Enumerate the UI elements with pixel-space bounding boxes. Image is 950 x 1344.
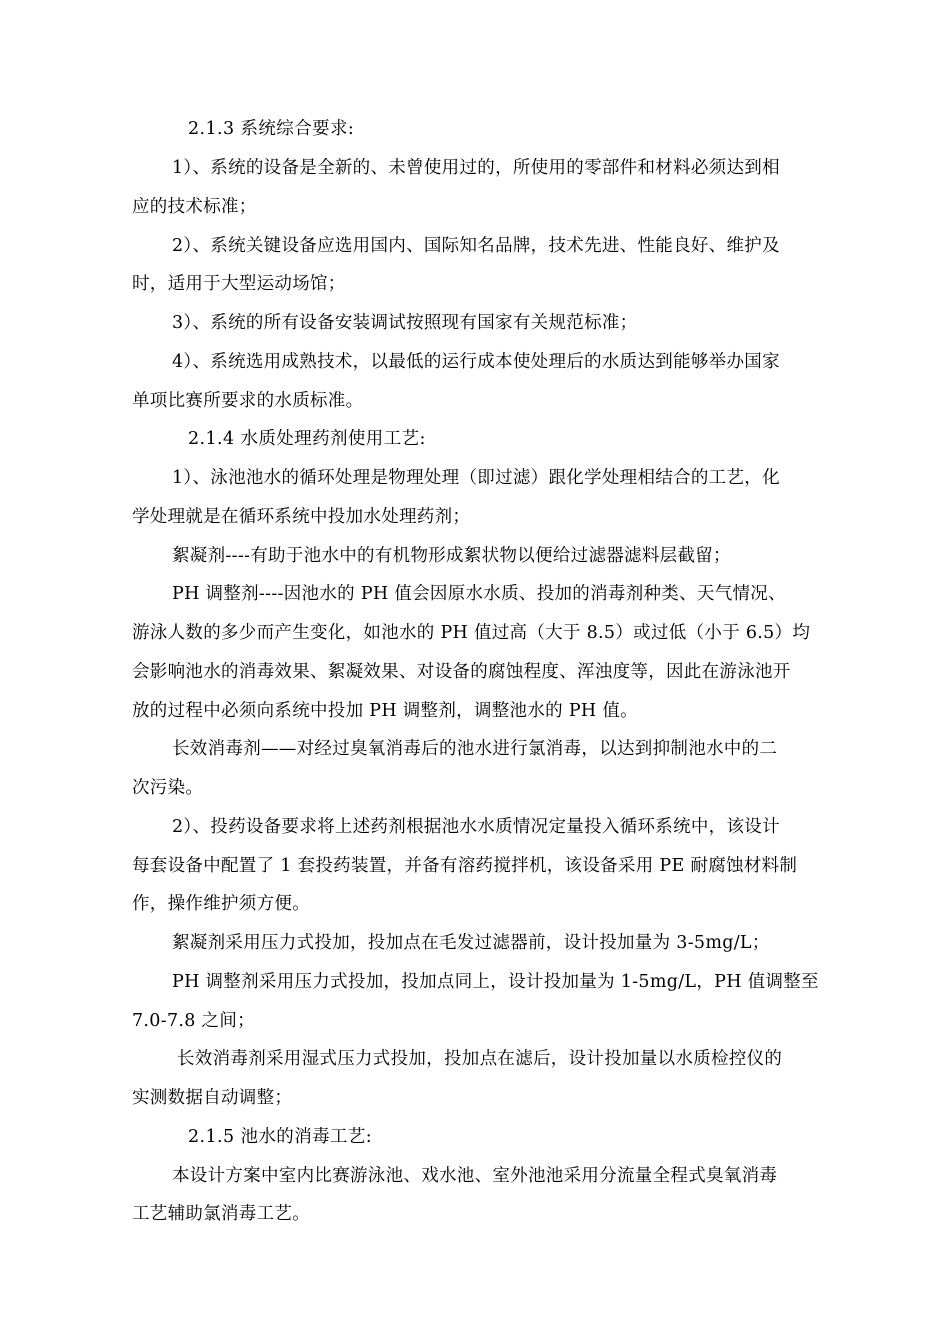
paragraph-line: 长效消毒剂采用湿式压力式投加，投加点在滤后，设计投加量以水质检控仪的 bbox=[177, 1049, 783, 1069]
paragraph-line: 学处理就是在循环系统中投加水处理药剂； bbox=[132, 507, 471, 527]
paragraph-line: 工艺辅助氯消毒工艺。 bbox=[132, 1204, 310, 1224]
paragraph-line: 实测数据自动调整； bbox=[132, 1088, 293, 1108]
paragraph-line: 1）、泳池池水的循环处理是物理处理（即过滤）跟化学处理相结合的工艺，化 bbox=[172, 468, 780, 488]
paragraph-line: 絮凝剂采用压力式投加，投加点在毛发过滤器前，设计投加量为 3-5mg/L； bbox=[172, 933, 770, 953]
paragraph-line: 4）、系统选用成熟技术，以最低的运行成本使处理后的水质达到能够举办国家 bbox=[172, 352, 780, 372]
paragraph-line: 应的技术标准； bbox=[132, 197, 257, 217]
paragraph-line: PH 调整剂----因池水的 PH 值会因原水水质、投加的消毒剂种类、天气情况、 bbox=[172, 584, 786, 604]
paragraph-line: 每套设备中配置了 1 套投药装置，并备有溶药搅拌机，该设备采用 PE 耐腐蚀材料制 bbox=[132, 856, 798, 876]
paragraph-line: 单项比赛所要求的水质标准。 bbox=[132, 391, 364, 411]
paragraph-line: 长效消毒剂——对经过臭氧消毒后的池水进行氯消毒，以达到抑制池水中的二 bbox=[172, 739, 778, 759]
paragraph-line: 3）、系统的所有设备安装调试按照现有国家有关规范标准； bbox=[172, 313, 638, 333]
paragraph-line: 作，操作维护须方便。 bbox=[132, 894, 310, 914]
section-heading-2-1-3: 2.1.3 系统综合要求: bbox=[188, 119, 355, 139]
paragraph-line: 7.0-7.8 之间； bbox=[132, 1011, 255, 1031]
paragraph-line: 次污染。 bbox=[132, 778, 204, 798]
paragraph-line: 会影响池水的消毒效果、絮凝效果、对设备的腐蚀程度、浑浊度等，因此在游泳池开 bbox=[132, 662, 791, 682]
paragraph-line: 2）、投药设备要求将上述药剂根据池水水质情况定量投入循环系统中，该设计 bbox=[172, 817, 780, 837]
paragraph-line: 时，适用于大型运动场馆； bbox=[132, 274, 346, 294]
section-heading-2-1-4: 2.1.4 水质处理药剂使用工艺: bbox=[188, 429, 426, 449]
paragraph-line: 本设计方案中室内比赛游泳池、戏水池、室外池池采用分流量全程式臭氧消毒 bbox=[172, 1166, 778, 1186]
paragraph-line: 1）、系统的设备是全新的、未曾使用过的，所使用的零部件和材料必须达到相 bbox=[172, 158, 780, 178]
paragraph-line: 游泳人数的多少而产生变化，如池水的 PH 值过高（大于 8.5）或过低（小于 6.5）均 bbox=[132, 623, 811, 643]
paragraph-line: 2）、系统关键设备应选用国内、国际知名品牌，技术先进、性能良好、维护及 bbox=[172, 236, 780, 256]
section-heading-2-1-5: 2.1.5 池水的消毒工艺: bbox=[188, 1127, 373, 1147]
paragraph-line: 放的过程中必须向系统中投加 PH 调整剂，调整池水的 PH 值。 bbox=[132, 701, 638, 721]
paragraph-line: PH 调整剂采用压力式投加，投加点同上，设计投加量为 1-5mg/L，PH 值调整至 bbox=[172, 972, 819, 992]
paragraph-line: 絮凝剂----有助于池水中的有机物形成絮状物以便给过滤器滤料层截留； bbox=[172, 546, 731, 566]
